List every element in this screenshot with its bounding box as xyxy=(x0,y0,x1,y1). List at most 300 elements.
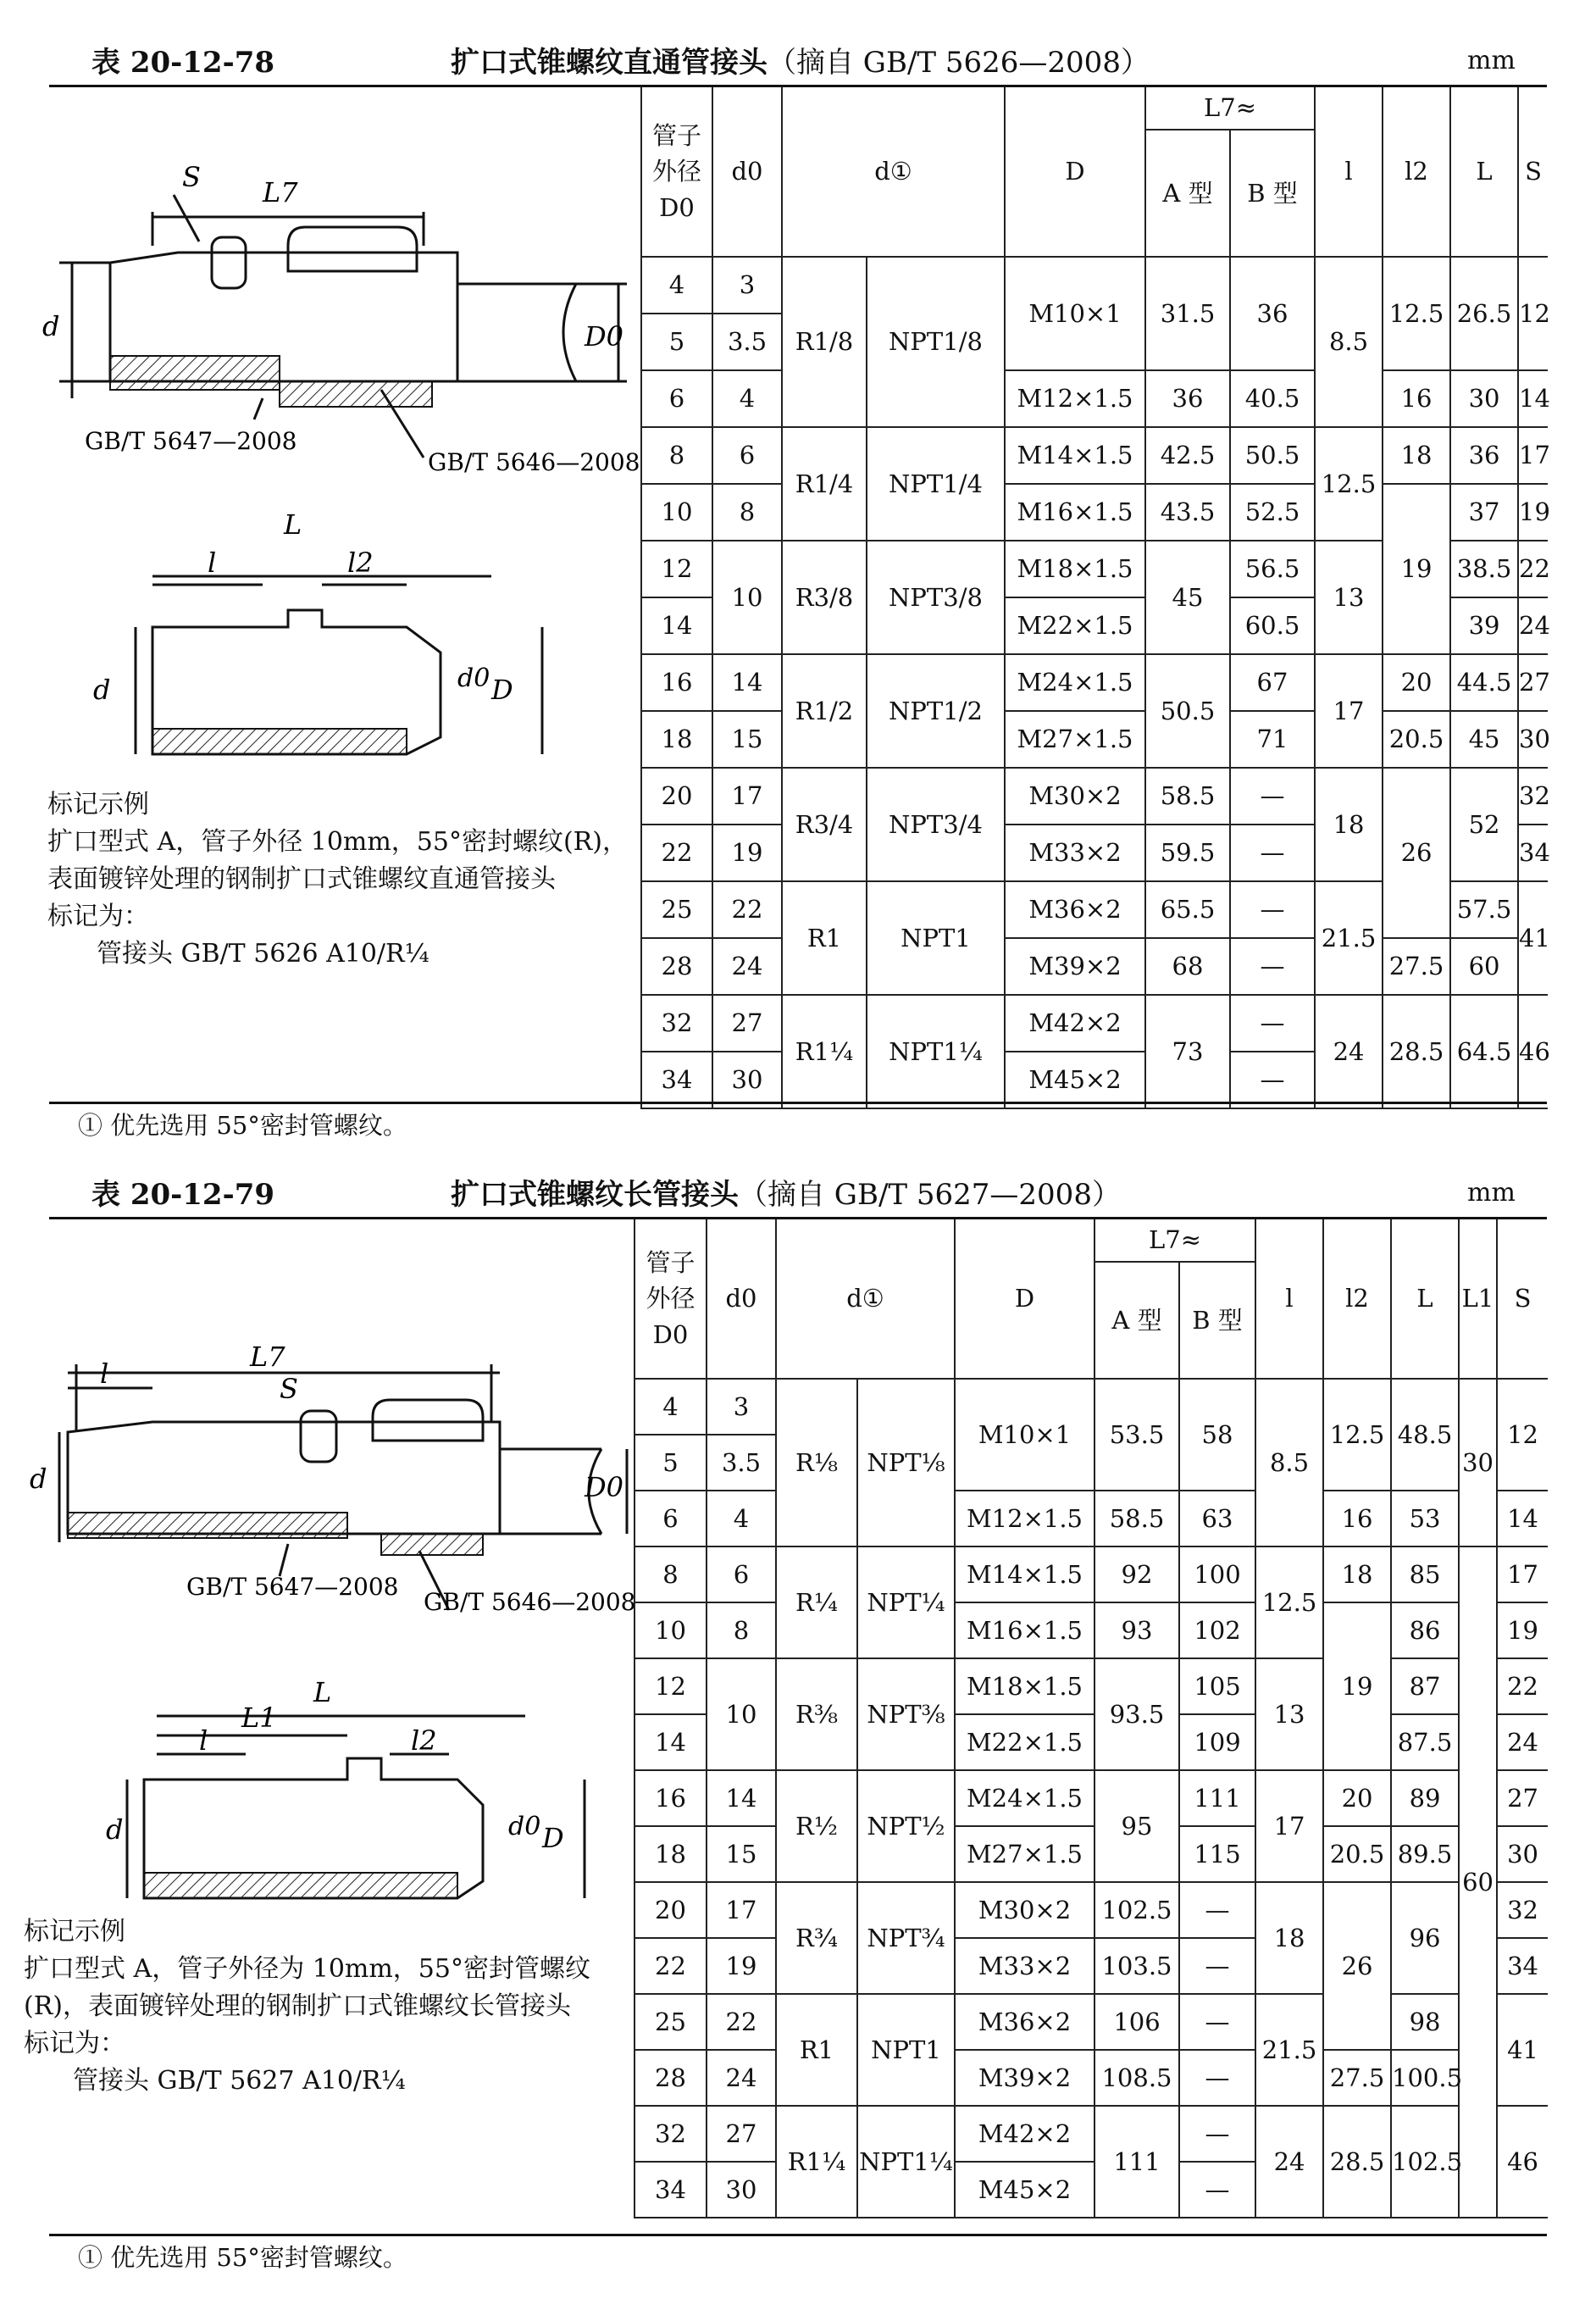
table-cell: 111 xyxy=(1179,1770,1255,1826)
table-cell: 115 xyxy=(1179,1826,1255,1882)
hdr-l: l xyxy=(1315,87,1383,257)
table-cell: 27 xyxy=(1497,1770,1548,1826)
table78-data xyxy=(640,87,1548,1109)
table-cell: 5 xyxy=(641,314,712,370)
table-cell: — xyxy=(1230,881,1315,938)
table-cell: M12×1.5 xyxy=(1005,370,1145,427)
label-d-79b: d xyxy=(106,1813,124,1846)
table-cell: 89 xyxy=(1391,1770,1459,1826)
table-cell: 8.5 xyxy=(1255,1379,1323,1546)
std-b-78: GB/T 5646—2008 xyxy=(428,448,640,476)
table-cell: 12.5 xyxy=(1315,427,1383,541)
table-cell: 13 xyxy=(1315,541,1383,654)
table-cell: 18 xyxy=(1383,427,1450,484)
label-D0-78: D0 xyxy=(585,320,624,353)
table-cell: 18 xyxy=(641,711,712,768)
table-row xyxy=(641,995,1548,1052)
table-cell: NPT3/8 xyxy=(867,541,1005,654)
table-cell: 24 xyxy=(707,2050,776,2106)
table-cell: 10 xyxy=(712,541,782,654)
table-cell: 28 xyxy=(635,2050,707,2106)
table-cell: M33×2 xyxy=(955,1938,1094,1994)
hdr-l2: l2 xyxy=(1323,1219,1391,1379)
table-cell: — xyxy=(1179,1994,1255,2050)
table-cell: — xyxy=(1179,2050,1255,2106)
label-L-78: L xyxy=(284,508,302,541)
table-cell: 105 xyxy=(1179,1658,1255,1714)
table-cell: 12 xyxy=(635,1658,707,1714)
table-cell: R3/8 xyxy=(782,541,867,654)
hdr-tube-od: 管子外径 D0 xyxy=(635,1219,707,1379)
table-cell: NPT1/8 xyxy=(867,257,1005,427)
table-cell: 103.5 xyxy=(1094,1938,1179,1994)
hdr-L: L xyxy=(1391,1219,1459,1379)
table-cell: 43.5 xyxy=(1145,484,1230,541)
table-cell: 24 xyxy=(1518,597,1548,654)
table-cell: 71 xyxy=(1230,711,1315,768)
table-cell: 102.5 xyxy=(1391,2106,1459,2218)
table-cell: 4 xyxy=(635,1379,707,1435)
table-cell: 41 xyxy=(1497,1994,1548,2106)
hdr-d: d① xyxy=(782,87,1005,257)
table-cell: — xyxy=(1179,2106,1255,2162)
table-cell: M45×2 xyxy=(955,2162,1094,2218)
table-cell: 8 xyxy=(641,427,712,484)
std-b-79: GB/T 5646—2008 xyxy=(424,1588,636,1616)
hdr-D: D xyxy=(955,1219,1094,1379)
table-cell: — xyxy=(1179,2162,1255,2218)
table-cell: 30 xyxy=(707,2162,776,2218)
table-cell: 27 xyxy=(707,2106,776,2162)
table-cell: 45 xyxy=(1145,541,1230,654)
table-cell: 30 xyxy=(1450,370,1518,427)
table-cell: 19 xyxy=(1497,1602,1548,1658)
table-cell: R⅜ xyxy=(776,1658,857,1770)
table-cell: 14 xyxy=(712,654,782,711)
table-cell: 24 xyxy=(712,938,782,995)
table-cell: 8 xyxy=(712,484,782,541)
table-cell: M33×2 xyxy=(1005,825,1145,881)
table-cell: M24×1.5 xyxy=(955,1770,1094,1826)
table-cell: 8 xyxy=(635,1546,707,1602)
table-cell: 20 xyxy=(1383,654,1450,711)
table-cell: 53 xyxy=(1391,1491,1459,1546)
table-cell: M14×1.5 xyxy=(1005,427,1145,484)
table-cell: R½ xyxy=(776,1770,857,1882)
hdr-L1: L1 xyxy=(1459,1219,1497,1379)
table-cell: M27×1.5 xyxy=(1005,711,1145,768)
table-cell: 10 xyxy=(635,1602,707,1658)
hdr-D: D xyxy=(1005,87,1145,257)
table-cell: M36×2 xyxy=(1005,881,1145,938)
table-cell: 100 xyxy=(1179,1546,1255,1602)
table-cell: M22×1.5 xyxy=(955,1714,1094,1770)
table-cell: NPT½ xyxy=(857,1770,955,1882)
table78-header xyxy=(0,36,1596,86)
hdr-L7: L7≈ xyxy=(1094,1219,1255,1262)
hdr-S: S xyxy=(1497,1219,1548,1379)
table-cell: M45×2 xyxy=(1005,1052,1145,1108)
table-cell: 22 xyxy=(1518,541,1548,597)
table-cell: 30 xyxy=(1497,1826,1548,1882)
table78-unit: mm xyxy=(1467,46,1516,75)
table-cell: 32 xyxy=(635,2106,707,2162)
table-cell: 25 xyxy=(635,1994,707,2050)
table-cell: M39×2 xyxy=(1005,938,1145,995)
table-cell: 22 xyxy=(641,825,712,881)
table-cell: 60 xyxy=(1450,938,1518,995)
table-cell: NPT1/4 xyxy=(867,427,1005,541)
table-cell: 50.5 xyxy=(1145,654,1230,768)
table-cell: 12 xyxy=(1518,257,1548,370)
table-cell: M42×2 xyxy=(1005,995,1145,1052)
label-l2-79: l2 xyxy=(411,1724,437,1757)
table-cell: 18 xyxy=(635,1826,707,1882)
hdr-d0: d0 xyxy=(712,87,782,257)
table-cell: 19 xyxy=(707,1938,776,1994)
table-row xyxy=(635,1379,1548,1435)
label-D-78: D xyxy=(491,674,513,706)
table-cell: 4 xyxy=(641,257,712,314)
table-cell: 3 xyxy=(712,257,782,314)
table-cell: R1 xyxy=(782,881,867,995)
table-cell: 36 xyxy=(1145,370,1230,427)
table-cell: NPT⅛ xyxy=(857,1379,955,1546)
table79-unit: mm xyxy=(1467,1178,1516,1208)
table-cell: M16×1.5 xyxy=(955,1602,1094,1658)
table-cell: — xyxy=(1230,768,1315,825)
table-cell: 59.5 xyxy=(1145,825,1230,881)
table-cell: 58 xyxy=(1179,1379,1255,1491)
hdr-type-a: A 型 xyxy=(1094,1262,1179,1379)
table-cell: M27×1.5 xyxy=(955,1826,1094,1882)
table-cell: M30×2 xyxy=(1005,768,1145,825)
hdr-l2: l2 xyxy=(1383,87,1450,257)
table79-number: 表 20-12-79 xyxy=(91,1178,275,1212)
table-cell: 20 xyxy=(641,768,712,825)
table-cell: R3/4 xyxy=(782,768,867,881)
table-cell: 17 xyxy=(1518,427,1548,484)
table-row xyxy=(641,484,1548,541)
table-cell: 16 xyxy=(641,654,712,711)
table-cell: NPT1 xyxy=(857,1994,955,2106)
table-row xyxy=(635,1546,1548,1602)
table-cell: 13 xyxy=(1255,1658,1323,1770)
table-cell: 89.5 xyxy=(1391,1826,1459,1882)
table-cell: 3.5 xyxy=(712,314,782,370)
table-cell: 108.5 xyxy=(1094,2050,1179,2106)
table-cell: M42×2 xyxy=(955,2106,1094,2162)
table-cell: 24 xyxy=(1497,1714,1548,1770)
table-cell: 14 xyxy=(1518,370,1548,427)
table-cell: 16 xyxy=(635,1770,707,1826)
table-cell: R1¼ xyxy=(782,995,867,1108)
table-row xyxy=(641,370,1548,427)
table78-drawing xyxy=(34,136,644,788)
table-cell: 85 xyxy=(1391,1546,1459,1602)
table-cell: 27 xyxy=(712,995,782,1052)
table-row xyxy=(641,654,1548,711)
table-cell: 12.5 xyxy=(1323,1379,1391,1491)
table-cell: M30×2 xyxy=(955,1882,1094,1938)
table-cell: 18 xyxy=(1255,1882,1323,1994)
label-D-79: D xyxy=(542,1822,564,1854)
label-S-78a: S xyxy=(182,161,201,193)
table-cell: 30 xyxy=(712,1052,782,1108)
table-cell: 73 xyxy=(1145,995,1230,1108)
table-cell: 6 xyxy=(641,370,712,427)
table-cell: 34 xyxy=(635,2162,707,2218)
table-cell: 65.5 xyxy=(1145,881,1230,938)
table-cell: 38.5 xyxy=(1450,541,1518,597)
table-row xyxy=(635,1770,1548,1826)
table-cell: 58.5 xyxy=(1145,768,1230,825)
table-cell: 27.5 xyxy=(1383,938,1450,995)
table-cell: 19 xyxy=(1323,1602,1391,1770)
label-l-78: l xyxy=(208,547,217,579)
table-row xyxy=(635,2106,1548,2162)
table-cell: 36 xyxy=(1230,257,1315,370)
table-cell: 93 xyxy=(1094,1602,1179,1658)
table-cell: 28.5 xyxy=(1323,2106,1391,2218)
hdr-d: d① xyxy=(776,1219,955,1379)
hdr-L7: L7≈ xyxy=(1145,87,1315,130)
label-L7-78: L7 xyxy=(263,176,298,208)
table-cell: 18 xyxy=(1323,1546,1391,1602)
table-cell: 12 xyxy=(1497,1379,1548,1491)
table-cell: 34 xyxy=(1497,1938,1548,1994)
table-cell: 19 xyxy=(712,825,782,881)
table-cell: 52 xyxy=(1450,768,1518,881)
table-cell: 37 xyxy=(1450,484,1518,541)
table-cell: 3 xyxy=(707,1379,776,1435)
table-row xyxy=(635,1602,1548,1658)
table-cell: 14 xyxy=(707,1770,776,1826)
table-cell: 24 xyxy=(1255,2106,1323,2218)
table-cell: 31.5 xyxy=(1145,257,1230,370)
table-cell: 41 xyxy=(1518,881,1548,995)
table-cell: 14 xyxy=(641,597,712,654)
table-row xyxy=(635,1658,1548,1714)
table-cell: M24×1.5 xyxy=(1005,654,1145,711)
table79-bottom-rule xyxy=(49,2234,1547,2236)
table-cell: NPT1/2 xyxy=(867,654,1005,768)
table-cell: 14 xyxy=(635,1714,707,1770)
table79-drawing xyxy=(25,1322,644,1932)
table-cell: 57.5 xyxy=(1450,881,1518,938)
table-cell: 109 xyxy=(1179,1714,1255,1770)
table-row xyxy=(641,427,1548,484)
table78-marking-example: 标记示例 扩口型式 A，管子外径 10mm，55°密封螺纹(R)， 表面镀锌处理的钢制扩口式锥螺纹直通管接头 标记为： 管接头 GB/T 5626 A10/R¼ xyxy=(47,790,628,969)
table-cell: R⅛ xyxy=(776,1379,857,1546)
table-cell: 22 xyxy=(707,1994,776,2050)
table-row xyxy=(641,938,1548,995)
table-cell: 34 xyxy=(1518,825,1548,881)
table79-header xyxy=(0,1168,1596,1219)
table-cell: M10×1 xyxy=(955,1379,1094,1491)
table-cell: 56.5 xyxy=(1230,541,1315,597)
table-cell: M16×1.5 xyxy=(1005,484,1145,541)
table-cell: — xyxy=(1230,825,1315,881)
table-cell: 22 xyxy=(1497,1658,1548,1714)
table-cell: 96 xyxy=(1391,1882,1459,1994)
hdr-L: L xyxy=(1450,87,1518,257)
table-cell: 20.5 xyxy=(1383,711,1450,768)
table-row xyxy=(635,2050,1548,2106)
table-cell: 12.5 xyxy=(1255,1546,1323,1658)
std-a-79: GB/T 5647—2008 xyxy=(186,1573,399,1601)
table-row xyxy=(641,768,1548,825)
table-cell: M18×1.5 xyxy=(955,1658,1094,1714)
label-L7-79: L7 xyxy=(250,1341,285,1373)
table-cell: 68 xyxy=(1145,938,1230,995)
table-cell: 92 xyxy=(1094,1546,1179,1602)
table-cell: 25 xyxy=(641,881,712,938)
table-cell: 17 xyxy=(1255,1770,1323,1882)
table-cell: R1/8 xyxy=(782,257,867,427)
table-cell: 93.5 xyxy=(1094,1658,1179,1770)
table-cell: 22 xyxy=(635,1938,707,1994)
std-a-78: GB/T 5647—2008 xyxy=(85,427,297,455)
table-row xyxy=(635,1491,1548,1546)
table-cell: 60.5 xyxy=(1230,597,1315,654)
table-cell: 106 xyxy=(1094,1994,1179,2050)
table-cell: 6 xyxy=(635,1491,707,1546)
table-cell: 64.5 xyxy=(1450,995,1518,1108)
table-cell: 15 xyxy=(707,1826,776,1882)
table-cell: 50.5 xyxy=(1230,427,1315,484)
table-cell: M18×1.5 xyxy=(1005,541,1145,597)
table-cell: M12×1.5 xyxy=(955,1491,1094,1546)
table-cell: 18 xyxy=(1315,768,1383,881)
hdr-type-a: A 型 xyxy=(1145,130,1230,257)
table-cell: 87 xyxy=(1391,1658,1459,1714)
hdr-S: S xyxy=(1518,87,1548,257)
table-cell: 8.5 xyxy=(1315,257,1383,427)
table-row xyxy=(641,257,1548,314)
table78-title: 扩口式锥螺纹直通管接头（摘自 GB/T 5626—2008） xyxy=(451,46,1150,80)
table-cell: R1¼ xyxy=(776,2106,857,2218)
table-cell: 20 xyxy=(635,1882,707,1938)
table-cell: 12.5 xyxy=(1383,257,1450,370)
table-cell: 30 xyxy=(1518,711,1548,768)
table-cell: 20.5 xyxy=(1323,1826,1391,1882)
label-d0-78: d0 xyxy=(457,664,490,693)
table-cell: 12 xyxy=(641,541,712,597)
table-cell: 86 xyxy=(1391,1602,1459,1658)
table-cell: 100.5 xyxy=(1391,2050,1459,2106)
table-cell: 21.5 xyxy=(1315,881,1383,995)
table-cell: 60 xyxy=(1459,1546,1497,2218)
table-cell: 20 xyxy=(1323,1770,1391,1826)
table-cell: 26.5 xyxy=(1450,257,1518,370)
table-cell: 28.5 xyxy=(1383,995,1450,1108)
table-cell: NPT¾ xyxy=(857,1882,955,1994)
label-l-79b: l xyxy=(199,1724,208,1757)
table-cell: 3.5 xyxy=(707,1435,776,1491)
table-cell: 27.5 xyxy=(1323,2050,1391,2106)
table-cell: 17 xyxy=(707,1882,776,1938)
label-D0-79: D0 xyxy=(585,1471,624,1503)
table-cell: — xyxy=(1230,995,1315,1052)
table-cell: 10 xyxy=(707,1658,776,1770)
table-cell: 4 xyxy=(707,1491,776,1546)
table-cell: 6 xyxy=(712,427,782,484)
table-cell: 26 xyxy=(1323,1882,1391,2050)
table-cell: NPT1¼ xyxy=(857,2106,955,2218)
label-d0-79: d0 xyxy=(508,1812,541,1841)
table-cell: 17 xyxy=(1315,654,1383,768)
hdr-type-b: B 型 xyxy=(1179,1262,1255,1379)
table-cell: — xyxy=(1230,938,1315,995)
table-cell: R1/2 xyxy=(782,654,867,768)
table-cell: 16 xyxy=(1383,370,1450,427)
table-cell: 21.5 xyxy=(1255,1994,1323,2106)
label-l-79a: l xyxy=(100,1358,109,1390)
table-cell: 5 xyxy=(635,1435,707,1491)
table-row xyxy=(635,1882,1548,1938)
table78-footnote: ① 优先选用 55°密封管螺纹。 xyxy=(78,1111,407,1140)
table-cell: 28 xyxy=(641,938,712,995)
table-cell: 46 xyxy=(1518,995,1548,1108)
table-cell: 46 xyxy=(1497,2106,1548,2218)
table-cell: 17 xyxy=(1497,1546,1548,1602)
table-cell: 34 xyxy=(641,1052,712,1108)
table79-title: 扩口式锥螺纹长管接头（摘自 GB/T 5627—2008） xyxy=(451,1178,1121,1212)
table-cell: NPT1 xyxy=(867,881,1005,995)
table-cell: 15 xyxy=(712,711,782,768)
label-L1-79: L1 xyxy=(241,1702,277,1734)
table-cell: 95 xyxy=(1094,1770,1179,1882)
table-cell: NPT⅜ xyxy=(857,1658,955,1770)
table-cell: 48.5 xyxy=(1391,1379,1459,1491)
table-cell: 52.5 xyxy=(1230,484,1315,541)
table-cell: 24 xyxy=(1315,995,1383,1108)
table-cell: 30 xyxy=(1459,1379,1497,1546)
table-cell: M39×2 xyxy=(955,2050,1094,2106)
table-cell: 63 xyxy=(1179,1491,1255,1546)
table-cell: 53.5 xyxy=(1094,1379,1179,1491)
table-cell: NPT1¼ xyxy=(867,995,1005,1108)
label-S-79: S xyxy=(280,1373,298,1405)
table79-marking-example: 标记示例 扩口型式 A，管子外径为 10mm，55°密封管螺纹 (R)，表面镀锌处理的钢制扩口式锥螺纹长管接头 标记为： 管接头 GB/T 5627 A10/R¼ xyxy=(24,1917,590,2096)
hdr-tube-od: 管子外径 D0 xyxy=(641,87,712,257)
table-cell: 36 xyxy=(1450,427,1518,484)
table-cell: NPT¼ xyxy=(857,1546,955,1658)
table-cell: 6 xyxy=(707,1546,776,1602)
table79-data xyxy=(634,1219,1548,2218)
table-cell: 22 xyxy=(712,881,782,938)
table-cell: 45 xyxy=(1450,711,1518,768)
table-cell: 26 xyxy=(1383,768,1450,938)
table-cell: 8 xyxy=(707,1602,776,1658)
table78-number: 表 20-12-78 xyxy=(91,46,275,80)
table-cell: R¾ xyxy=(776,1882,857,1994)
table-cell: 27 xyxy=(1518,654,1548,711)
table-row xyxy=(641,711,1548,768)
table-cell: 40.5 xyxy=(1230,370,1315,427)
label-L-79: L xyxy=(313,1676,332,1708)
table-cell: 19 xyxy=(1518,484,1548,541)
table-cell: 87.5 xyxy=(1391,1714,1459,1770)
hdr-d0: d0 xyxy=(707,1219,776,1379)
table-cell: 19 xyxy=(1383,484,1450,654)
table-cell: M22×1.5 xyxy=(1005,597,1145,654)
table-cell: R¼ xyxy=(776,1546,857,1658)
label-d-79a: d xyxy=(30,1463,47,1495)
table-cell: 44.5 xyxy=(1450,654,1518,711)
table-cell: 58.5 xyxy=(1094,1491,1179,1546)
